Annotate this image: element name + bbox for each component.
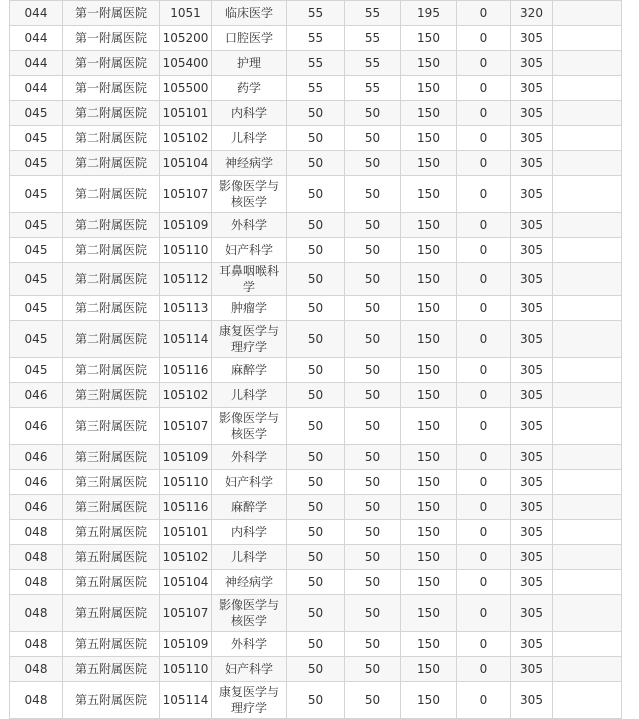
major-code-cell: 105102 [160, 383, 212, 408]
major-cell: 神经病学 [212, 151, 287, 176]
major-cell: 耳鼻咽喉科学 [212, 263, 287, 296]
major-code-cell: 105101 [160, 101, 212, 126]
major-cell: 内科学 [212, 101, 287, 126]
empty-cell [553, 26, 622, 51]
politics-score-cell: 55 [287, 1, 345, 26]
table-row [10, 358, 622, 383]
subject-1-score-cell: 150 [401, 151, 457, 176]
empty-cell [553, 408, 622, 445]
foreign-language-score-cell: 50 [345, 126, 401, 151]
foreign-language-score-cell: 50 [345, 682, 401, 719]
subject-1-score-cell: 150 [401, 657, 457, 682]
major-cell: 临床医学 [212, 1, 287, 26]
subject-1-score-cell: 150 [401, 296, 457, 321]
subject-2-score-cell: 0 [457, 238, 511, 263]
foreign-language-score-cell: 50 [345, 632, 401, 657]
politics-score-cell: 50 [287, 151, 345, 176]
subject-1-score-cell: 150 [401, 176, 457, 213]
politics-score-cell: 50 [287, 545, 345, 570]
major-code-cell: 105102 [160, 126, 212, 151]
major-cell: 儿科学 [212, 126, 287, 151]
college-cell: 第一附属医院 [63, 26, 160, 51]
empty-cell [553, 321, 622, 358]
politics-score-cell: 50 [287, 570, 345, 595]
major-cell: 外科学 [212, 445, 287, 470]
table-row [10, 408, 622, 445]
politics-score-cell: 50 [287, 470, 345, 495]
politics-score-cell: 50 [287, 682, 345, 719]
subject-2-score-cell: 0 [457, 126, 511, 151]
major-code-cell: 105109 [160, 632, 212, 657]
major-code-cell: 105107 [160, 408, 212, 445]
foreign-language-score-cell: 50 [345, 495, 401, 520]
college-code-cell: 046 [10, 495, 63, 520]
subject-2-score-cell: 0 [457, 263, 511, 296]
subject-2-score-cell: 0 [457, 545, 511, 570]
subject-1-score-cell: 150 [401, 238, 457, 263]
major-code-cell: 105200 [160, 26, 212, 51]
subject-1-score-cell: 150 [401, 682, 457, 719]
subject-2-score-cell: 0 [457, 470, 511, 495]
college-cell: 第二附属医院 [63, 176, 160, 213]
subject-1-score-cell: 150 [401, 595, 457, 632]
college-cell: 第二附属医院 [63, 263, 160, 296]
college-cell: 第三附属医院 [63, 495, 160, 520]
politics-score-cell: 50 [287, 126, 345, 151]
foreign-language-score-cell: 50 [345, 657, 401, 682]
empty-cell [553, 238, 622, 263]
table-row [10, 176, 622, 213]
subject-2-score-cell: 0 [457, 1, 511, 26]
empty-cell [553, 151, 622, 176]
major-cell: 儿科学 [212, 545, 287, 570]
subject-1-score-cell: 150 [401, 383, 457, 408]
table-row [10, 632, 622, 657]
major-code-cell: 105109 [160, 213, 212, 238]
empty-cell [553, 51, 622, 76]
table-row [10, 101, 622, 126]
table-row [10, 76, 622, 101]
foreign-language-score-cell: 50 [345, 296, 401, 321]
subject-2-score-cell: 0 [457, 383, 511, 408]
college-code-cell: 048 [10, 657, 63, 682]
college-code-cell: 045 [10, 126, 63, 151]
foreign-language-score-cell: 50 [345, 321, 401, 358]
college-code-cell: 044 [10, 1, 63, 26]
college-cell: 第一附属医院 [63, 76, 160, 101]
subject-2-score-cell: 0 [457, 358, 511, 383]
empty-cell [553, 657, 622, 682]
foreign-language-score-cell: 50 [345, 383, 401, 408]
subject-2-score-cell: 0 [457, 632, 511, 657]
total-score-cell: 305 [511, 151, 553, 176]
total-score-cell: 305 [511, 495, 553, 520]
college-code-cell: 045 [10, 176, 63, 213]
politics-score-cell: 50 [287, 263, 345, 296]
subject-1-score-cell: 150 [401, 213, 457, 238]
major-code-cell: 105104 [160, 151, 212, 176]
total-score-cell: 305 [511, 595, 553, 632]
major-cell: 儿科学 [212, 383, 287, 408]
major-code-cell: 105113 [160, 296, 212, 321]
politics-score-cell: 55 [287, 51, 345, 76]
table-row [10, 445, 622, 470]
empty-cell [553, 358, 622, 383]
college-cell: 第三附属医院 [63, 383, 160, 408]
major-code-cell: 1051 [160, 1, 212, 26]
politics-score-cell: 55 [287, 26, 345, 51]
college-code-cell: 048 [10, 520, 63, 545]
major-cell: 麻醉学 [212, 358, 287, 383]
major-code-cell: 105109 [160, 445, 212, 470]
college-cell: 第一附属医院 [63, 51, 160, 76]
foreign-language-score-cell: 55 [345, 26, 401, 51]
subject-2-score-cell: 0 [457, 595, 511, 632]
major-cell: 内科学 [212, 520, 287, 545]
politics-score-cell: 50 [287, 358, 345, 383]
foreign-language-score-cell: 50 [345, 570, 401, 595]
major-code-cell: 105116 [160, 358, 212, 383]
major-cell: 影像医学与核医学 [212, 176, 287, 213]
total-score-cell: 305 [511, 51, 553, 76]
table-row [10, 495, 622, 520]
college-code-cell: 045 [10, 321, 63, 358]
college-cell: 第五附属医院 [63, 632, 160, 657]
total-score-cell: 305 [511, 682, 553, 719]
college-code-cell: 048 [10, 570, 63, 595]
foreign-language-score-cell: 55 [345, 1, 401, 26]
major-code-cell: 105400 [160, 51, 212, 76]
subject-2-score-cell: 0 [457, 213, 511, 238]
subject-1-score-cell: 150 [401, 408, 457, 445]
major-code-cell: 105110 [160, 657, 212, 682]
subject-1-score-cell: 150 [401, 26, 457, 51]
table-row [10, 213, 622, 238]
college-cell: 第二附属医院 [63, 296, 160, 321]
total-score-cell: 305 [511, 263, 553, 296]
major-cell: 康复医学与理疗学 [212, 682, 287, 719]
foreign-language-score-cell: 50 [345, 176, 401, 213]
foreign-language-score-cell: 50 [345, 101, 401, 126]
subject-1-score-cell: 150 [401, 321, 457, 358]
foreign-language-score-cell: 50 [345, 408, 401, 445]
college-cell: 第五附属医院 [63, 682, 160, 719]
politics-score-cell: 50 [287, 383, 345, 408]
empty-cell [553, 545, 622, 570]
college-cell: 第二附属医院 [63, 238, 160, 263]
empty-cell [553, 383, 622, 408]
major-code-cell: 105114 [160, 321, 212, 358]
politics-score-cell: 55 [287, 76, 345, 101]
subject-2-score-cell: 0 [457, 76, 511, 101]
college-code-cell: 045 [10, 263, 63, 296]
foreign-language-score-cell: 50 [345, 520, 401, 545]
major-code-cell: 105114 [160, 682, 212, 719]
table-row [10, 657, 622, 682]
politics-score-cell: 50 [287, 213, 345, 238]
major-cell: 康复医学与理疗学 [212, 321, 287, 358]
table-row [10, 151, 622, 176]
subject-1-score-cell: 150 [401, 51, 457, 76]
politics-score-cell: 50 [287, 495, 345, 520]
empty-cell [553, 682, 622, 719]
major-code-cell: 105101 [160, 520, 212, 545]
subject-2-score-cell: 0 [457, 101, 511, 126]
total-score-cell: 305 [511, 408, 553, 445]
major-cell: 麻醉学 [212, 495, 287, 520]
total-score-cell: 305 [511, 126, 553, 151]
college-cell: 第五附属医院 [63, 595, 160, 632]
college-cell: 第五附属医院 [63, 520, 160, 545]
college-cell: 第二附属医院 [63, 213, 160, 238]
college-cell: 第二附属医院 [63, 126, 160, 151]
table-row [10, 26, 622, 51]
college-code-cell: 046 [10, 383, 63, 408]
subject-1-score-cell: 150 [401, 76, 457, 101]
major-cell: 外科学 [212, 632, 287, 657]
college-cell: 第五附属医院 [63, 570, 160, 595]
college-cell: 第三附属医院 [63, 470, 160, 495]
college-code-cell: 045 [10, 238, 63, 263]
subject-1-score-cell: 150 [401, 445, 457, 470]
subject-1-score-cell: 150 [401, 520, 457, 545]
empty-cell [553, 445, 622, 470]
major-cell: 肿瘤学 [212, 296, 287, 321]
major-code-cell: 105102 [160, 545, 212, 570]
empty-cell [553, 632, 622, 657]
table-row [10, 263, 622, 296]
table-row [10, 321, 622, 358]
subject-2-score-cell: 0 [457, 520, 511, 545]
table-row [10, 296, 622, 321]
table-body [10, 1, 622, 719]
college-code-cell: 044 [10, 51, 63, 76]
total-score-cell: 305 [511, 26, 553, 51]
table-row [10, 51, 622, 76]
major-code-cell: 105112 [160, 263, 212, 296]
politics-score-cell: 50 [287, 176, 345, 213]
subject-1-score-cell: 150 [401, 101, 457, 126]
foreign-language-score-cell: 50 [345, 263, 401, 296]
major-cell: 护理 [212, 51, 287, 76]
subject-2-score-cell: 0 [457, 296, 511, 321]
college-code-cell: 046 [10, 445, 63, 470]
college-code-cell: 044 [10, 26, 63, 51]
major-cell: 妇产科学 [212, 470, 287, 495]
subject-1-score-cell: 195 [401, 1, 457, 26]
major-cell: 口腔医学 [212, 26, 287, 51]
foreign-language-score-cell: 50 [345, 358, 401, 383]
college-cell: 第一附属医院 [63, 1, 160, 26]
total-score-cell: 305 [511, 570, 553, 595]
total-score-cell: 305 [511, 657, 553, 682]
major-cell: 影像医学与核医学 [212, 595, 287, 632]
foreign-language-score-cell: 50 [345, 238, 401, 263]
major-code-cell: 105104 [160, 570, 212, 595]
major-cell: 妇产科学 [212, 657, 287, 682]
college-cell: 第五附属医院 [63, 545, 160, 570]
foreign-language-score-cell: 50 [345, 595, 401, 632]
empty-cell [553, 101, 622, 126]
college-code-cell: 045 [10, 151, 63, 176]
empty-cell [553, 76, 622, 101]
total-score-cell: 305 [511, 632, 553, 657]
subject-1-score-cell: 150 [401, 570, 457, 595]
major-cell: 妇产科学 [212, 238, 287, 263]
table-row [10, 595, 622, 632]
subject-2-score-cell: 0 [457, 495, 511, 520]
college-cell: 第三附属医院 [63, 445, 160, 470]
foreign-language-score-cell: 50 [345, 445, 401, 470]
foreign-language-score-cell: 50 [345, 545, 401, 570]
college-code-cell: 048 [10, 632, 63, 657]
table-row [10, 1, 622, 26]
foreign-language-score-cell: 55 [345, 76, 401, 101]
subject-1-score-cell: 150 [401, 545, 457, 570]
politics-score-cell: 50 [287, 408, 345, 445]
empty-cell [553, 1, 622, 26]
table-row [10, 470, 622, 495]
politics-score-cell: 50 [287, 321, 345, 358]
politics-score-cell: 50 [287, 632, 345, 657]
total-score-cell: 305 [511, 445, 553, 470]
total-score-cell: 305 [511, 321, 553, 358]
foreign-language-score-cell: 55 [345, 51, 401, 76]
subject-1-score-cell: 150 [401, 470, 457, 495]
table-row [10, 682, 622, 719]
politics-score-cell: 50 [287, 445, 345, 470]
total-score-cell: 305 [511, 520, 553, 545]
subject-2-score-cell: 0 [457, 321, 511, 358]
empty-cell [553, 520, 622, 545]
college-code-cell: 045 [10, 296, 63, 321]
total-score-cell: 320 [511, 1, 553, 26]
college-code-cell: 048 [10, 595, 63, 632]
major-code-cell: 105107 [160, 176, 212, 213]
major-code-cell: 105500 [160, 76, 212, 101]
total-score-cell: 305 [511, 383, 553, 408]
major-code-cell: 105107 [160, 595, 212, 632]
major-cell: 外科学 [212, 213, 287, 238]
subject-1-score-cell: 150 [401, 358, 457, 383]
politics-score-cell: 50 [287, 657, 345, 682]
subject-2-score-cell: 0 [457, 176, 511, 213]
major-cell: 影像医学与核医学 [212, 408, 287, 445]
foreign-language-score-cell: 50 [345, 213, 401, 238]
empty-cell [553, 263, 622, 296]
subject-2-score-cell: 0 [457, 682, 511, 719]
subject-2-score-cell: 0 [457, 26, 511, 51]
subject-2-score-cell: 0 [457, 445, 511, 470]
subject-2-score-cell: 0 [457, 51, 511, 76]
table-row [10, 570, 622, 595]
major-code-cell: 105110 [160, 238, 212, 263]
major-code-cell: 105110 [160, 470, 212, 495]
subject-2-score-cell: 0 [457, 408, 511, 445]
empty-cell [553, 570, 622, 595]
college-code-cell: 046 [10, 408, 63, 445]
college-code-cell: 048 [10, 545, 63, 570]
college-code-cell: 045 [10, 101, 63, 126]
total-score-cell: 305 [511, 176, 553, 213]
empty-cell [553, 176, 622, 213]
politics-score-cell: 50 [287, 520, 345, 545]
major-cell: 神经病学 [212, 570, 287, 595]
subject-2-score-cell: 0 [457, 570, 511, 595]
total-score-cell: 305 [511, 296, 553, 321]
college-code-cell: 045 [10, 213, 63, 238]
total-score-cell: 305 [511, 238, 553, 263]
subject-1-score-cell: 150 [401, 126, 457, 151]
total-score-cell: 305 [511, 545, 553, 570]
major-cell: 药学 [212, 76, 287, 101]
total-score-cell: 305 [511, 213, 553, 238]
college-cell: 第二附属医院 [63, 321, 160, 358]
foreign-language-score-cell: 50 [345, 151, 401, 176]
total-score-cell: 305 [511, 101, 553, 126]
college-code-cell: 048 [10, 682, 63, 719]
empty-cell [553, 595, 622, 632]
total-score-cell: 305 [511, 358, 553, 383]
score-table [9, 0, 622, 719]
college-code-cell: 045 [10, 358, 63, 383]
table-row [10, 126, 622, 151]
college-cell: 第二附属医院 [63, 358, 160, 383]
empty-cell [553, 296, 622, 321]
total-score-cell: 305 [511, 470, 553, 495]
table-row [10, 383, 622, 408]
empty-cell [553, 495, 622, 520]
table-row [10, 545, 622, 570]
college-cell: 第二附属医院 [63, 101, 160, 126]
major-code-cell: 105116 [160, 495, 212, 520]
total-score-cell: 305 [511, 76, 553, 101]
subject-2-score-cell: 0 [457, 151, 511, 176]
college-cell: 第三附属医院 [63, 408, 160, 445]
subject-1-score-cell: 150 [401, 495, 457, 520]
empty-cell [553, 470, 622, 495]
table-row [10, 238, 622, 263]
subject-1-score-cell: 150 [401, 263, 457, 296]
subject-2-score-cell: 0 [457, 657, 511, 682]
politics-score-cell: 50 [287, 595, 345, 632]
subject-1-score-cell: 150 [401, 632, 457, 657]
college-code-cell: 046 [10, 470, 63, 495]
table-row [10, 520, 622, 545]
empty-cell [553, 126, 622, 151]
politics-score-cell: 50 [287, 296, 345, 321]
politics-score-cell: 50 [287, 101, 345, 126]
college-cell: 第二附属医院 [63, 151, 160, 176]
college-cell: 第五附属医院 [63, 657, 160, 682]
foreign-language-score-cell: 50 [345, 470, 401, 495]
college-code-cell: 044 [10, 76, 63, 101]
politics-score-cell: 50 [287, 238, 345, 263]
empty-cell [553, 213, 622, 238]
